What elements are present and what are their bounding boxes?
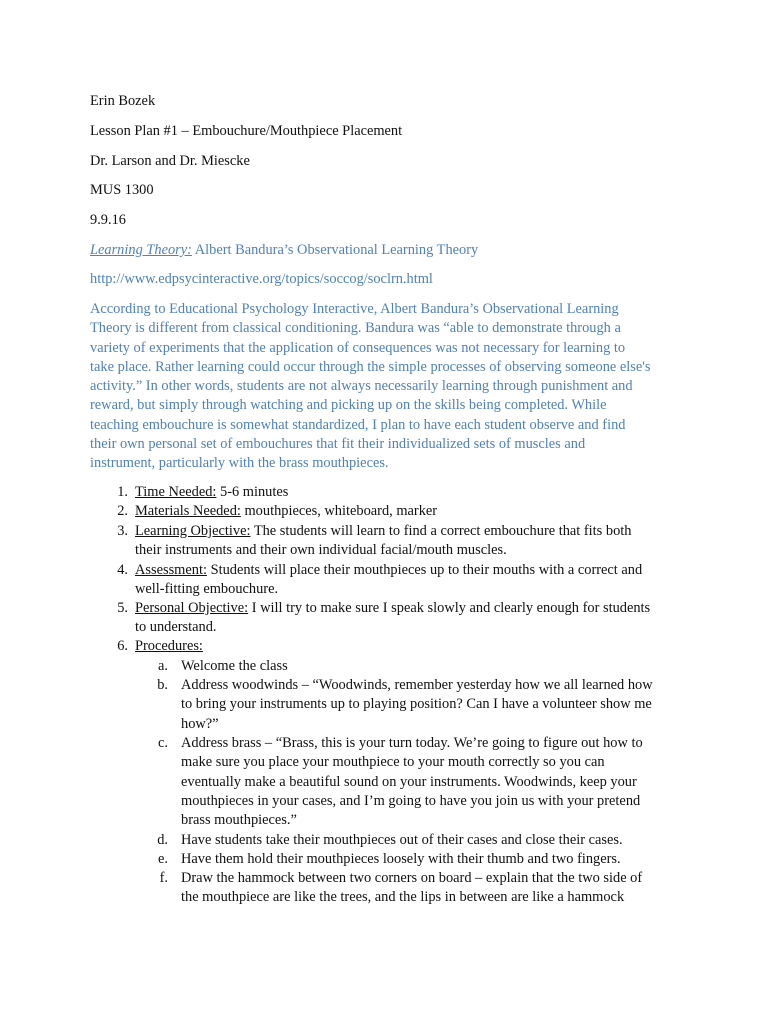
instructors-line: Dr. Larson and Dr. Miescke xyxy=(90,153,250,169)
list-label: Time Needed: xyxy=(135,484,217,500)
step-text: eventually make a beautiful sound on your instruments. Woodwinds, keep your xyxy=(181,773,637,790)
list-label: Personal Objective: xyxy=(135,600,249,616)
step-text: Welcome the class xyxy=(181,658,288,674)
paragraph-line: teaching embouchure is somewhat standardized, I plan to have each student observe and find xyxy=(90,416,626,433)
step-letter: f. xyxy=(159,870,168,886)
list-number: 4. xyxy=(117,562,128,578)
list-text: I will try to make sure I speak slowly and clearly enough for students xyxy=(248,600,651,616)
paragraph-line: According to Educational Psychology Interactive, Albert Bandura’s Observational Learning xyxy=(90,301,619,317)
learning-theory-title: Albert Bandura’s Observational Learning Theory xyxy=(191,242,479,258)
list-number: 2. xyxy=(117,503,128,519)
author-name: Erin Bozek xyxy=(90,93,156,109)
step-letter: c. xyxy=(158,735,168,751)
step-text: to bring your instruments up to playing position? Can I have a volunteer show me xyxy=(181,696,652,713)
step-text: how?” xyxy=(181,715,219,732)
step-text: Draw the hammock between two corners on board – explain that the two side of xyxy=(181,870,643,886)
step-text: Have them hold their mouthpieces loosely with their thumb and two fingers. xyxy=(181,851,621,867)
list-label: Procedures: xyxy=(135,638,203,654)
source-url-link[interactable]: http://www.edpsycinteractive.org/topics/soccog/soclrn.html xyxy=(90,271,433,287)
step-text: make sure you place your mouthpiece to your mouth correctly so you can xyxy=(181,754,605,771)
list-number: 1. xyxy=(117,484,128,500)
step-text: Address brass – “Brass, this is your turn today. We’re going to figure out how to xyxy=(181,735,643,751)
paragraph-line: reward, but simply through watching and picking up on the skills being completed. While xyxy=(90,397,607,414)
list-text: 5-6 minutes xyxy=(216,484,289,500)
step-text: Have students take their mouthpieces out of their cases and close their cases. xyxy=(181,832,623,848)
list-label: Learning Objective: xyxy=(135,523,251,539)
list-text: mouthpieces, whiteboard, marker xyxy=(240,503,438,519)
list-label: Assessment: xyxy=(135,562,207,578)
paragraph-line: instrument, particularly with the brass mouthpieces. xyxy=(90,455,389,472)
list-text: The students will learn to find a correct embouchure that fits both xyxy=(250,523,632,539)
paragraph-line: take place. Rather learning could occur through the simple processes of observing someone else's xyxy=(90,358,651,375)
course-code: MUS 1300 xyxy=(90,182,154,198)
step-text: Address woodwinds – “Woodwinds, remember yesterday how we all learned how xyxy=(181,677,653,693)
list-number: 5. xyxy=(117,600,128,616)
paragraph-line: their own personal set of embouchures that fit their individualized sets of muscles and xyxy=(90,436,586,453)
step-letter: d. xyxy=(157,832,168,848)
list-number: 3. xyxy=(117,523,128,539)
paragraph-line: variety of experiments that the application of consequences was not necessary for learning to xyxy=(90,339,626,356)
list-label: Materials Needed: xyxy=(135,503,241,519)
step-text: mouthpieces in your cases, and I’m going to have you join us with your pretend xyxy=(181,792,641,809)
date-line: 9.9.16 xyxy=(90,212,126,228)
list-text: Students will place their mouthpieces up to their mouths with a correct and xyxy=(206,562,643,578)
step-letter: a. xyxy=(158,658,168,674)
learning-theory-label: Learning Theory: xyxy=(90,242,192,258)
lesson-plan-title: Lesson Plan #1 – Embouchure/Mouthpiece Placement xyxy=(90,123,403,139)
paragraph-line: Theory is different from classical conditioning. Bandura was “able to demonstrate through a xyxy=(90,320,621,337)
step-text: the mouthpiece are like the trees, and the lips in between are like a hammock xyxy=(181,889,625,906)
learning-theory-heading xyxy=(90,241,478,260)
list-text: their instruments and their own individual facial/mouth muscles. xyxy=(135,542,507,559)
list-text: to understand. xyxy=(135,619,217,636)
theory-paragraph xyxy=(90,300,678,474)
step-text: brass mouthpieces.” xyxy=(181,812,297,829)
list-number: 6. xyxy=(117,638,128,654)
step-letter: e. xyxy=(158,851,168,867)
paragraph-line: activity.” In other words, students are not always necessarily learning through punishment and xyxy=(90,378,633,395)
step-letter: b. xyxy=(157,677,168,693)
list-text: well-fitting embouchure. xyxy=(135,581,279,598)
